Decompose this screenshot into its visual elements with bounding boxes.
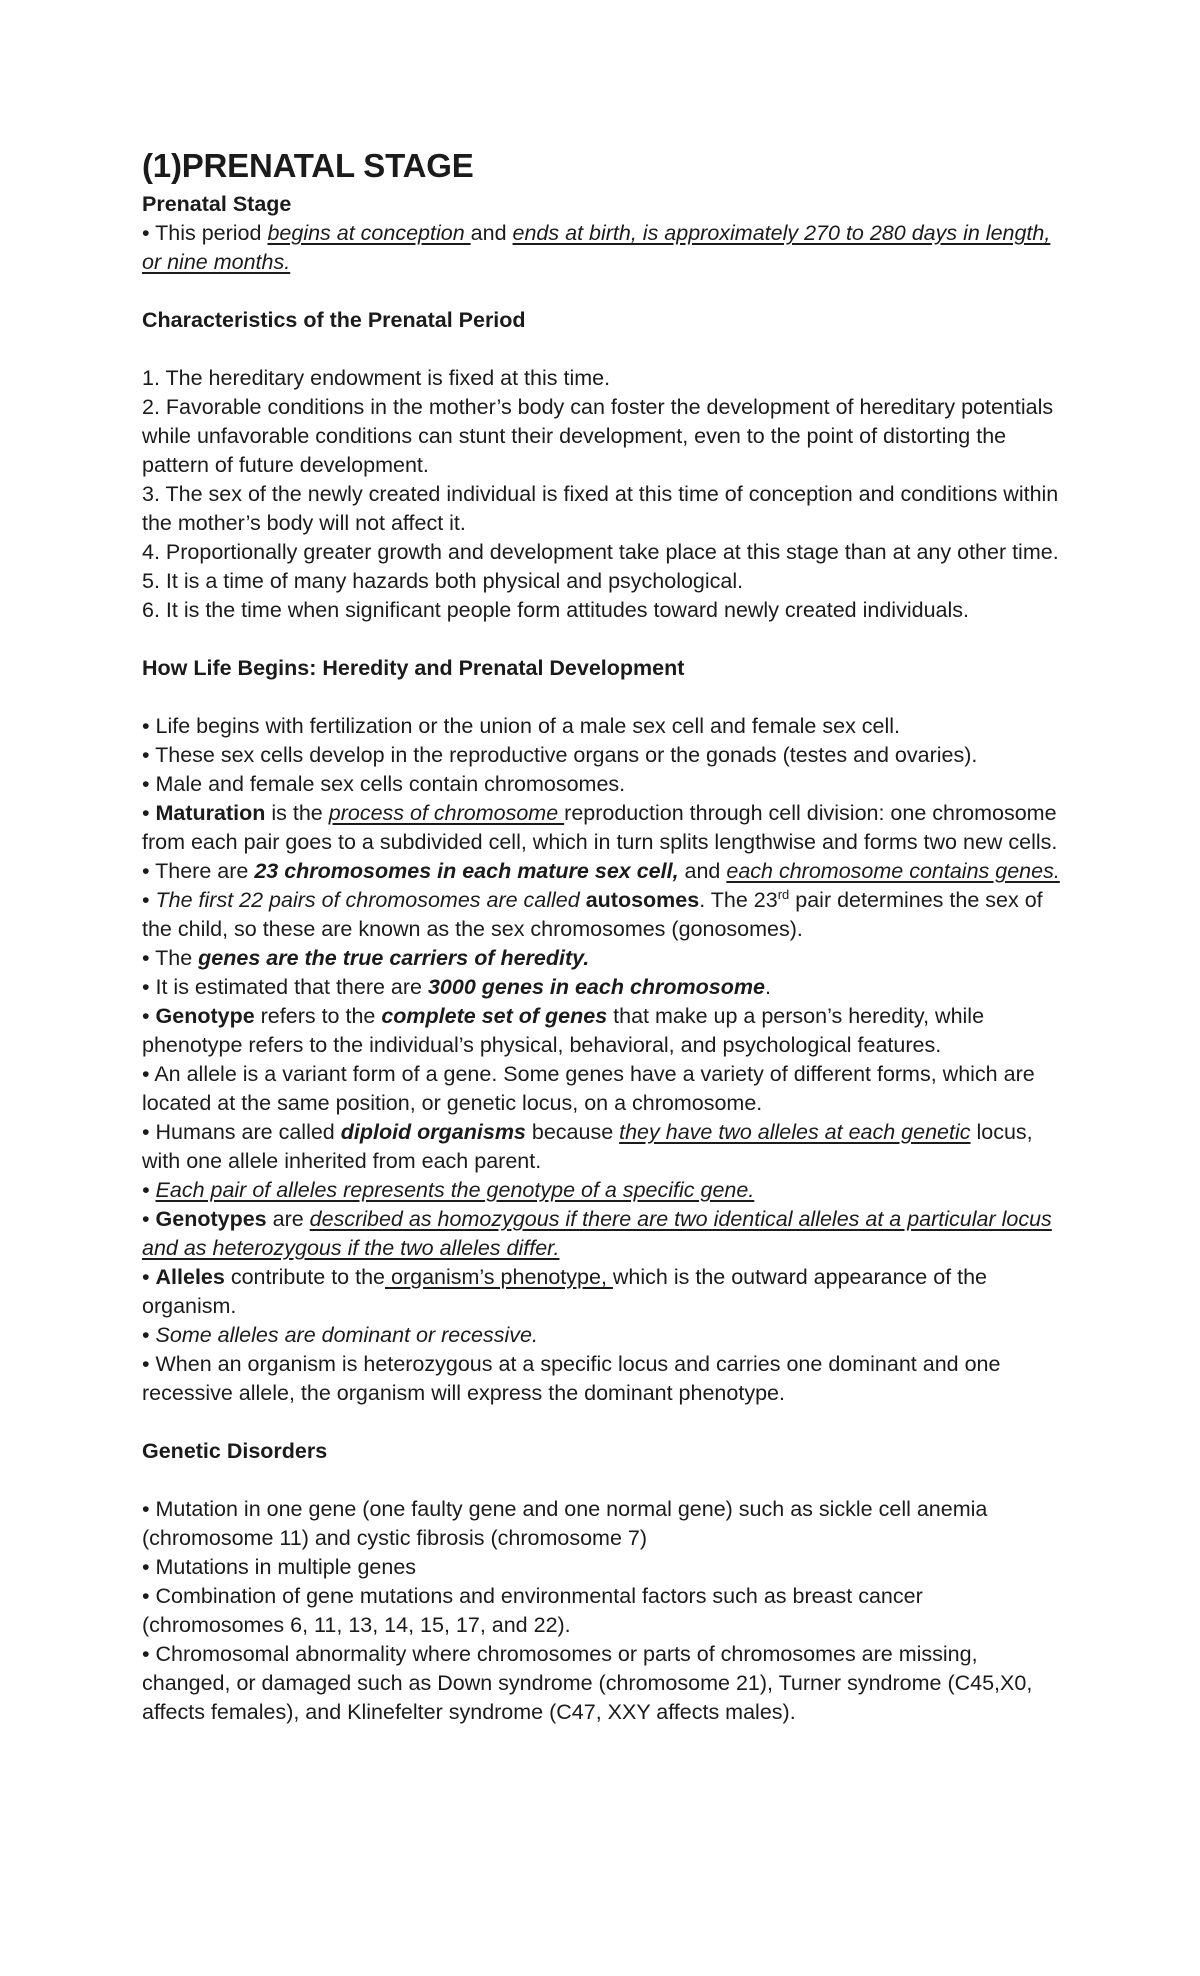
bullet-text: refers to the <box>254 1004 382 1028</box>
underlined-text: each chromosome contains genes. <box>726 859 1060 883</box>
intro-paragraph <box>142 219 1060 277</box>
heredity-bullet: • Life begins with fertilization or the union of a male sex cell and female sex cell. <box>142 714 901 738</box>
bold-term: Genotypes <box>155 1207 267 1231</box>
bullet-text: • <box>142 1323 156 1347</box>
bullet-text: because <box>525 1120 620 1144</box>
bullet-text: • It is estimated that there are <box>142 975 428 999</box>
bold-term: Genotype <box>155 1004 255 1028</box>
spacer <box>142 1466 1060 1495</box>
heredity-bullet <box>142 973 1060 1002</box>
heredity-bullet <box>142 944 1060 973</box>
underlined-text: described as homozygous if there are two identical alleles at a particular locus and as heterozygous if the two alleles differ. <box>142 1207 1052 1260</box>
heredity-bullet <box>142 1205 1060 1263</box>
heredity-bullet <box>142 1118 1060 1176</box>
heredity-bullet: • An allele is a variant form of a gene. Some genes have a variety of different forms, which are located at the same position, or genetic locus, on a chromosome. <box>142 1062 1035 1115</box>
bullet-text: is the <box>265 801 329 825</box>
bullet-text: locus, with one allele inherited from each parent. <box>142 1120 1033 1173</box>
spacer <box>142 683 1060 712</box>
bullet-text: . The 23 <box>699 888 778 912</box>
bullet-text: • The <box>142 946 199 970</box>
spacer <box>142 625 1060 654</box>
disorder-item: • Mutation in one gene (one faulty gene and one normal gene) such as sickle cell anemia (chromosome 11) and cystic fibrosis (chromosome 7) <box>142 1497 988 1550</box>
page-title: (1)PRENATAL STAGE <box>142 147 474 184</box>
heredity-bullet <box>142 1002 1060 1060</box>
characteristic-item: 3. The sex of the newly created individual is fixed at this time of conception and conditions within the mother’s body will not affect it. <box>142 482 1059 535</box>
bullet-text: • <box>142 1207 156 1231</box>
bold-italic-text: diploid organisms <box>340 1120 526 1144</box>
heredity-bullet <box>142 1263 1060 1321</box>
disorder-item: • Combination of gene mutations and environmental factors such as breast cancer (chromosomes 6, 11, 13, 14, 15, 17, and 22). <box>142 1584 923 1637</box>
characteristic-item: 2. Favorable conditions in the mother’s body can foster the development of hereditary potentials while unfavorable conditions can stunt their development, even to the point of distorting the pattern of future development. <box>142 395 1054 477</box>
bullet-text: • There are <box>142 859 255 883</box>
bullet-text: contribute to the <box>224 1265 386 1289</box>
bold-italic-text: complete set of genes <box>381 1004 608 1028</box>
heredity-bullet: • Male and female sex cells contain chromosomes. <box>142 772 626 796</box>
italic-text: The first 22 pairs of chromosomes are called <box>155 888 586 912</box>
bold-italic-text: genes are the true carriers of heredity. <box>198 946 590 970</box>
underlined-text: they have two alleles at each genetic <box>619 1120 971 1144</box>
bullet-text: that make up a person’s heredity, while phenotype refers to the individual’s physical, behavioral, and psychological features. <box>142 1004 985 1057</box>
bullet-text: reproduction through cell division: one chromosome from each pair goes to a subdivided cell, which in turn splits lengthwise and forms two new cells. <box>142 801 1058 854</box>
heredity-heading: How Life Begins: Heredity and Prenatal Development <box>142 656 685 680</box>
disorders-heading: Genetic Disorders <box>142 1439 328 1463</box>
italic-text: Some alleles are dominant or recessive. <box>155 1323 538 1347</box>
heredity-bullet <box>142 857 1060 886</box>
underlined-text: Each pair of alleles represents the genotype of a specific gene. <box>155 1178 755 1202</box>
intro-text: and <box>470 221 513 245</box>
bullet-text: • <box>142 1265 156 1289</box>
characteristic-item: 6. It is the time when significant people form attitudes toward newly created individuals. <box>142 598 969 622</box>
spacer <box>142 1408 1060 1437</box>
bullet-text: . <box>764 975 771 999</box>
bullet-text: which is the outward appearance of the organism. <box>142 1265 988 1318</box>
disorder-item: • Chromosomal abnormality where chromosomes or parts of chromosomes are missing, changed, or damaged such as Down syndrome (chromosome 21), Turner syndrome (C45,X0, affects females), and Klinefelter syndrome (C47, XXY affects males). <box>142 1642 1033 1724</box>
heredity-bullet: • When an organism is heterozygous at a specific locus and carries one dominant and one recessive allele, the organism will express the dominant phenotype. <box>142 1352 1001 1405</box>
bullet-text: are <box>266 1207 310 1231</box>
intro-underlined-2: ends at birth, is approximately 270 to 280 days in length, or nine months. <box>142 221 1051 274</box>
bold-italic-text: 3000 genes in each chromosome <box>427 975 765 999</box>
bold-term: autosomes <box>585 888 700 912</box>
heredity-bullet <box>142 1321 1060 1350</box>
intro-text: • This period <box>142 221 268 245</box>
bold-term: Maturation <box>155 801 266 825</box>
underlined-text: process of chromosome <box>328 801 565 825</box>
italic-text: • <box>142 1178 156 1202</box>
characteristic-item: 4. Proportionally greater growth and development take place at this stage than at any other time. <box>142 540 1059 564</box>
bullet-text: • <box>142 801 156 825</box>
bullet-text: and <box>678 859 727 883</box>
bullet-text: • Humans are called <box>142 1120 341 1144</box>
heredity-bullet: • These sex cells develop in the reproductive organs or the gonads (testes and ovaries). <box>142 743 978 767</box>
bullet-text: pair determines the sex of the child, so these are known as the sex chromosomes (gonosomes). <box>142 888 1043 941</box>
spacer <box>142 335 1060 364</box>
underlined-text: organism’s phenotype, <box>385 1265 613 1289</box>
superscript: rd <box>777 887 790 902</box>
characteristic-item: 5. It is a time of many hazards both physical and psychological. <box>142 569 744 593</box>
characteristics-heading: Characteristics of the Prenatal Period <box>142 308 526 332</box>
spacer <box>142 277 1060 306</box>
heredity-bullet <box>142 799 1060 857</box>
disorder-item: • Mutations in multiple genes <box>142 1555 417 1579</box>
intro-underlined-1: begins at conception <box>267 221 471 245</box>
bullet-text: • <box>142 888 156 912</box>
bullet-text: • <box>142 1004 156 1028</box>
section-subtitle: Prenatal Stage <box>142 192 292 216</box>
heredity-bullet <box>142 886 1060 944</box>
bold-term: Alleles <box>155 1265 225 1289</box>
heredity-bullet <box>142 1176 1060 1205</box>
bold-italic-text: 23 chromosomes in each mature sex cell, <box>254 859 679 883</box>
characteristic-item: 1. The hereditary endowment is fixed at this time. <box>142 366 611 390</box>
